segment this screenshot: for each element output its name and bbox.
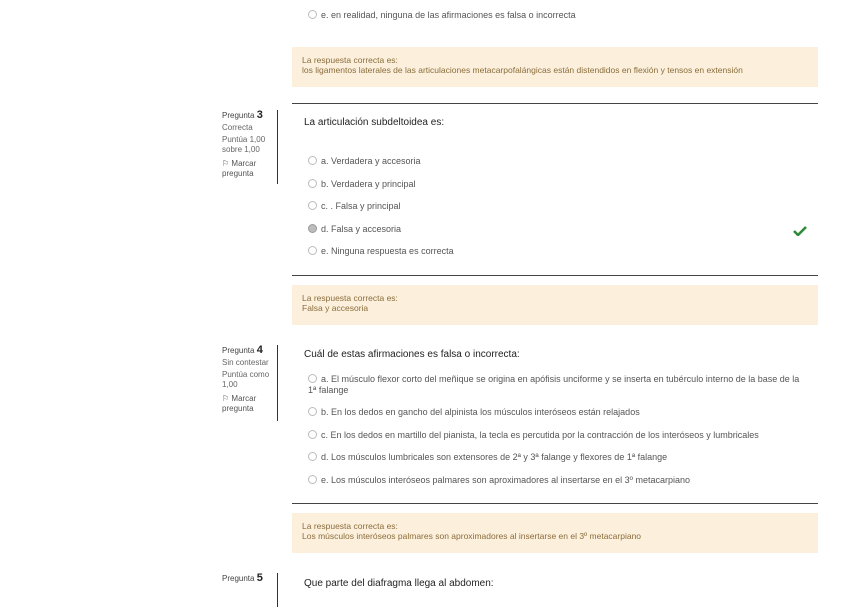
q4-option-d[interactable]: d. Los músculos lumbricales son extensores de 2ª y 3ª falange y flexores de 1ª falange xyxy=(308,452,667,462)
radio-icon[interactable] xyxy=(308,452,317,461)
q3-option-d[interactable]: d. Falsa y accesoria xyxy=(308,224,401,234)
question-3-divider xyxy=(292,103,818,104)
radio-icon[interactable] xyxy=(308,10,317,19)
prev-option-e[interactable]: e. en realidad, ninguna de las afirmaciones es falsa o incorrecta xyxy=(308,10,576,20)
flag-question-link[interactable]: ⚐ Marcar pregunta xyxy=(222,394,257,413)
question-number: 3 xyxy=(256,109,263,121)
radio-icon[interactable] xyxy=(308,246,317,255)
q3-feedback xyxy=(292,285,818,325)
q3-option-a[interactable]: a. Verdadera y accesoria xyxy=(308,156,421,166)
feedback-answer: Falsa y accesoria xyxy=(302,303,369,313)
question-4-info xyxy=(222,345,278,421)
q4-feedback xyxy=(292,513,818,553)
radio-icon[interactable] xyxy=(308,430,317,439)
prev-feedback xyxy=(292,47,818,87)
radio-icon[interactable] xyxy=(308,156,317,165)
flag-icon: ⚐ xyxy=(222,159,232,168)
feedback-title: La respuesta correcta es: xyxy=(302,55,398,65)
correct-check-icon xyxy=(793,226,807,236)
question-label: Pregunta xyxy=(222,346,255,355)
question-5-info xyxy=(222,573,278,607)
feedback-title: La respuesta correcta es: xyxy=(302,521,398,531)
radio-icon[interactable] xyxy=(308,201,317,210)
flag-question-link[interactable]: ⚐ Marcar pregunta xyxy=(222,159,257,178)
question-label: Pregunta xyxy=(222,111,255,120)
question-label: Pregunta xyxy=(222,574,255,583)
question-number: 4 xyxy=(256,344,263,356)
feedback-title: La respuesta correcta es: xyxy=(302,293,398,303)
question-5-text: Que parte del diafragma llega al abdomen: xyxy=(304,578,494,589)
radio-icon[interactable] xyxy=(308,374,317,383)
q3-option-e[interactable]: e. Ninguna respuesta es correcta xyxy=(308,246,454,256)
feedback-answer: los ligamentos laterales de las articulaciones metacarpofalángicas están distendidos en flexión y tensos en extensión xyxy=(302,65,743,75)
radio-icon[interactable] xyxy=(308,179,317,188)
question-grade: Puntúa 1,00 sobre 1,00 xyxy=(222,135,266,154)
question-3-text: La articulación subdeltoidea es: xyxy=(304,117,445,128)
q4-option-c[interactable]: c. En los dedos en martillo del pianista, la tecla es percutida por la contracción de los interóseos y lumbricales xyxy=(308,430,759,440)
q3-option-b[interactable]: b. Verdadera y principal xyxy=(308,179,416,189)
question-4-bottom-divider xyxy=(292,503,818,504)
question-3-info xyxy=(222,110,278,184)
feedback-answer: Los músculos interóseos palmares son aproximadores al insertarse en el 3º metacarpiano xyxy=(302,531,642,541)
q4-option-a[interactable]: a. El músculo flexor corto del meñique se origina en apófisis unciforme y se inserta en tubérculo interno de la base de la 1ª falange xyxy=(308,374,800,395)
question-3-bottom-divider xyxy=(292,275,818,276)
radio-icon[interactable] xyxy=(308,475,317,484)
question-state: Sin contestar xyxy=(222,358,269,367)
question-4-text: Cuál de estas afirmaciones es falsa o incorrecta: xyxy=(304,349,520,360)
radio-selected-icon[interactable] xyxy=(308,224,317,233)
question-grade: Puntúa como 1,00 xyxy=(222,370,270,389)
q4-option-e[interactable]: e. Los músculos interóseos palmares son aproximadores al insertarse en el 3º metacarpiano xyxy=(308,475,690,485)
radio-icon[interactable] xyxy=(308,407,317,416)
question-state: Correcta xyxy=(222,123,253,132)
q3-option-c[interactable]: c. . Falsa y principal xyxy=(308,201,401,211)
flag-icon: ⚐ xyxy=(222,394,232,403)
q4-option-b[interactable]: b. En los dedos en gancho del alpinista los músculos interóseos están relajados xyxy=(308,407,640,417)
question-number: 5 xyxy=(256,572,263,584)
